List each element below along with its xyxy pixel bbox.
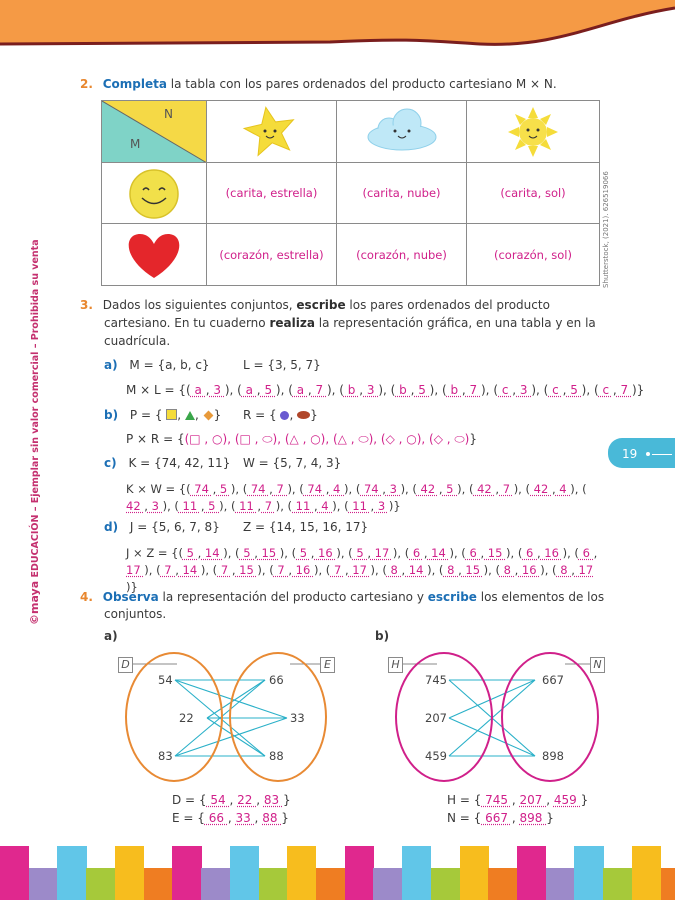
pair-first: 8 bbox=[386, 563, 402, 577]
section4-line2: conjuntos. bbox=[104, 607, 167, 621]
item-d-sets bbox=[104, 520, 220, 534]
ordered-pair: ( 11 , 4 ), bbox=[287, 499, 345, 513]
ordered-pair: ( b , 5 ), bbox=[390, 383, 442, 397]
pair-second: 4 bbox=[329, 482, 344, 496]
ordered-pair: ( 42 , 5 ), bbox=[412, 482, 469, 496]
pair-text: (carita, estrella) bbox=[225, 186, 318, 200]
item-b-set2: R = { , } bbox=[243, 408, 318, 422]
answer-d: D = { 54 , 22 , 83 } bbox=[172, 793, 291, 807]
section3-text-c: los pares ordenados del producto bbox=[345, 298, 550, 312]
pair-first: c bbox=[598, 383, 613, 397]
pair-first: b bbox=[343, 383, 360, 397]
set-d-ellipse bbox=[125, 652, 223, 782]
ordered-pair: ( 74 , 4 ), bbox=[299, 482, 356, 496]
pair-second: 7 bbox=[261, 499, 276, 513]
color-stripe bbox=[402, 846, 431, 900]
ordered-pair: ( 5 , 16 ), bbox=[291, 546, 349, 560]
section4-line1 bbox=[80, 590, 604, 604]
item-d-pairs bbox=[126, 546, 597, 594]
pair-first: 6 bbox=[522, 546, 537, 560]
orange-diamond-icon bbox=[203, 411, 213, 421]
pair-second: 7 bbox=[311, 383, 327, 397]
element: 22 bbox=[179, 711, 194, 725]
header-sun-cell bbox=[467, 101, 599, 163]
item-b-set1-prefix: P = { bbox=[129, 408, 163, 422]
pair-first: 42 bbox=[530, 482, 552, 496]
pair-first: 5 bbox=[296, 546, 311, 560]
header-m: M bbox=[130, 137, 141, 151]
section2-header bbox=[80, 77, 557, 91]
page-tab-line bbox=[652, 454, 672, 455]
section3-number: 3. bbox=[80, 298, 93, 312]
yellow-square-icon bbox=[166, 409, 177, 420]
pair-second: 7 bbox=[272, 482, 288, 496]
ordered-pair: ( a , 3 ), bbox=[186, 383, 238, 397]
color-stripe bbox=[287, 846, 316, 900]
section2-instruction-bold: Completa bbox=[102, 77, 167, 91]
answer-h-prefix: H = { bbox=[447, 793, 482, 807]
heart-icon bbox=[102, 224, 207, 285]
pair-first: 42 bbox=[416, 482, 439, 496]
cloud-icon bbox=[337, 101, 467, 163]
pair-second: 3 bbox=[209, 383, 225, 397]
row-smiley-cell bbox=[102, 163, 207, 224]
pair-first: 5 bbox=[182, 546, 198, 560]
star-icon bbox=[207, 101, 337, 163]
item-a-set2: L = {3, 5, 7} bbox=[243, 358, 321, 372]
arrow-diagram-a bbox=[115, 652, 345, 787]
pair-first: a bbox=[241, 383, 257, 397]
item-a-set1: M = {a, b, c} bbox=[129, 358, 210, 372]
pair-second: 5 bbox=[260, 383, 276, 397]
brand-logo-text: ©maya bbox=[28, 580, 41, 625]
item-d-product bbox=[126, 545, 604, 596]
item-c-product bbox=[126, 481, 596, 515]
item-b-label: b) bbox=[104, 408, 119, 422]
color-stripe bbox=[230, 846, 259, 900]
pair-first: a bbox=[190, 383, 206, 397]
ordered-pair: ( 5 , 15 ), bbox=[235, 546, 292, 560]
table-corner-cell bbox=[102, 101, 207, 163]
answer-h-list: 745 , 207 , 459 bbox=[481, 793, 581, 807]
page-number-tab bbox=[608, 438, 675, 468]
pair-first: b bbox=[446, 383, 462, 397]
pair-second: 17 bbox=[348, 563, 371, 577]
ordered-pair: ( c , 7 )} bbox=[593, 383, 645, 397]
item-c-set1: K = {74, 42, 11} bbox=[128, 456, 231, 470]
pair-first: 5 bbox=[352, 546, 368, 560]
pair-first: 6 bbox=[465, 546, 481, 560]
answer-h: H = { 745 , 207 , 459 } bbox=[447, 793, 589, 807]
item-a-label: a) bbox=[104, 358, 118, 372]
item-c-pairs bbox=[126, 482, 587, 513]
pair-second: 3 bbox=[516, 383, 532, 397]
answer-d-prefix: D = { bbox=[172, 793, 207, 807]
cell-carita-nube bbox=[337, 163, 467, 224]
section4-number: 4. bbox=[80, 590, 93, 604]
section2-instruction: la tabla con los pares ordenados del producto cartesiano M × N. bbox=[166, 77, 557, 91]
pair-second: 14 bbox=[178, 563, 201, 577]
pair-first: 7 bbox=[330, 563, 345, 577]
purple-circle-icon bbox=[280, 411, 289, 420]
ordered-pair: ( 8 , 17 )} bbox=[126, 563, 594, 594]
pair-first: 7 bbox=[160, 563, 176, 577]
pair-second: 17 bbox=[126, 563, 145, 577]
ordered-pair: ( 8 , 14 ), bbox=[382, 563, 439, 577]
set-element-answer: 459 bbox=[553, 793, 581, 807]
pair-first: 8 bbox=[499, 563, 515, 577]
color-stripe bbox=[373, 868, 402, 900]
color-stripe bbox=[574, 846, 603, 900]
section4-text-a: Observa bbox=[102, 590, 159, 604]
pair-first: 6 bbox=[409, 546, 424, 560]
pair-first: 8 bbox=[556, 563, 572, 577]
pair-first: c bbox=[498, 383, 513, 397]
pair-first: a bbox=[292, 383, 308, 397]
pair-first: 6 bbox=[578, 546, 594, 560]
set-element-answer: 33 bbox=[235, 811, 255, 825]
color-stripe bbox=[661, 868, 675, 900]
pair-second: 15 bbox=[484, 546, 507, 560]
diagram-b-label: b) bbox=[375, 629, 390, 643]
pair-second: 14 bbox=[405, 563, 428, 577]
pair-text: (corazón, nube) bbox=[356, 247, 447, 262]
pair-second: 14 bbox=[427, 546, 450, 560]
item-d-label: d) bbox=[104, 520, 119, 534]
ordered-pair: ( 8 , 16 ), bbox=[495, 563, 553, 577]
color-stripe bbox=[115, 846, 144, 900]
pair-second: 5 bbox=[566, 383, 582, 397]
header-n: N bbox=[164, 107, 173, 121]
element: 54 bbox=[158, 673, 173, 687]
item-b-product-prefix: P × R = { bbox=[126, 432, 185, 446]
color-stripe bbox=[632, 846, 661, 900]
section3-line2-c: la representación gráfica, en una tabla y en la bbox=[314, 316, 596, 330]
pair-text: (corazón, estrella) bbox=[219, 247, 324, 262]
smiley-face-icon bbox=[102, 163, 207, 224]
set-element-answer: 667 bbox=[481, 811, 512, 825]
section4-text-c: escribe bbox=[427, 590, 477, 604]
set-element-answer: 83 bbox=[263, 793, 283, 807]
answer-d-list: 54 , 22 , 83 bbox=[206, 793, 283, 807]
item-b-set2-prefix: R = { bbox=[243, 408, 277, 422]
color-stripe bbox=[57, 846, 86, 900]
pair-text: (corazón, sol) bbox=[493, 247, 572, 262]
pair-second: 5 bbox=[414, 383, 430, 397]
item-c-label: c) bbox=[104, 456, 117, 470]
page-tab-dot bbox=[646, 452, 650, 456]
pair-second: 7 bbox=[465, 383, 481, 397]
color-stripe bbox=[345, 846, 374, 900]
item-c-set2: W = {5, 7, 4, 3} bbox=[243, 456, 342, 470]
pair-second: 16 bbox=[518, 563, 541, 577]
ordered-pair: ( 6 , 14 ), bbox=[404, 546, 462, 560]
pair-first: 11 bbox=[235, 499, 258, 513]
set-element-answer: 66 bbox=[204, 811, 228, 825]
ordered-pair: ( 42 , 3 ), bbox=[126, 482, 587, 513]
color-stripe bbox=[488, 868, 517, 900]
ordered-pair: ( 7 , 15 ), bbox=[212, 563, 270, 577]
ordered-pair: ( 74 , 7 ), bbox=[242, 482, 300, 496]
section4-text-b: la representación del producto cartesiano y bbox=[158, 590, 428, 604]
color-stripe bbox=[603, 868, 632, 900]
element: 898 bbox=[542, 749, 564, 763]
answer-e: E = { 66 , 33 , 88 } bbox=[172, 811, 289, 825]
image-credit: Shutterstock, (2021). 626519066 bbox=[602, 171, 610, 288]
section3-text-a: Dados los siguientes conjuntos, bbox=[102, 298, 297, 312]
color-stripe bbox=[517, 846, 546, 900]
section3-line2-a: cartesiano. En tu cuaderno bbox=[104, 316, 270, 330]
pair-first: 11 bbox=[178, 499, 201, 513]
pair-text: (carita, nube) bbox=[362, 186, 441, 200]
element: 667 bbox=[542, 673, 564, 687]
pair-second: 15 bbox=[461, 563, 484, 577]
element: 83 bbox=[158, 749, 173, 763]
cell-carita-estrella bbox=[207, 163, 337, 224]
corner-diagonal bbox=[102, 101, 207, 163]
set-element-answer: 898 bbox=[519, 811, 547, 825]
element: 459 bbox=[425, 749, 447, 763]
item-a-sets bbox=[104, 358, 210, 372]
cell-corazon-sol bbox=[467, 224, 599, 285]
pair-first: 5 bbox=[239, 546, 255, 560]
set-h-label: H bbox=[388, 657, 403, 673]
pair-second: 16 bbox=[540, 546, 563, 560]
pair-first: c bbox=[548, 383, 563, 397]
item-b-product: P × R = {(□ , ○), (□ , ⬭), (△ , ○), (△ , ⬭), (◇ , ○), (◇ , ⬭)} bbox=[126, 432, 477, 446]
element: 88 bbox=[269, 749, 284, 763]
element: 207 bbox=[425, 711, 447, 725]
item-d-product-prefix: J × Z = { bbox=[126, 546, 179, 560]
item-a-pairs bbox=[186, 383, 644, 397]
pair-second: 17 bbox=[574, 563, 594, 577]
ordered-pair: ( 7 , 17 ), bbox=[325, 563, 383, 577]
ordered-pair: ( 42 , 7 ), bbox=[468, 482, 526, 496]
arrow-diagram-b bbox=[385, 652, 615, 787]
answer-n: N = { 667 , 898 } bbox=[447, 811, 554, 825]
ordered-pair: ( 74 , 3 ), bbox=[355, 482, 413, 496]
side-label-text: EDUCACIÓN – Ejemplar sin valor comercial – Prohibida su venta bbox=[30, 239, 41, 578]
pair-first: 74 bbox=[247, 482, 270, 496]
answer-e-list: 66 , 33 , 88 bbox=[204, 811, 282, 825]
set-element-answer: 88 bbox=[262, 811, 282, 825]
section3-text-b: escribe bbox=[296, 298, 346, 312]
pair-second: 4 bbox=[317, 499, 333, 513]
section3-line2 bbox=[104, 316, 596, 330]
color-stripe bbox=[144, 868, 173, 900]
header-star-cell bbox=[207, 101, 337, 163]
color-stripe bbox=[259, 868, 288, 900]
pair-second: 17 bbox=[370, 546, 393, 560]
ordered-pair: ( a , 5 ), bbox=[237, 383, 289, 397]
item-d-set1: J = {5, 6, 7, 8} bbox=[129, 520, 220, 534]
set-element-answer: 745 bbox=[481, 793, 512, 807]
set-element-answer: 22 bbox=[237, 793, 257, 807]
pair-first: 74 bbox=[303, 482, 326, 496]
item-a-product-prefix: M × L = { bbox=[126, 383, 187, 397]
ordered-pair: ( 42 , 4 ), bbox=[525, 482, 583, 496]
color-stripe bbox=[172, 846, 201, 900]
section2-number: 2. bbox=[80, 77, 93, 91]
element: 66 bbox=[269, 673, 284, 687]
color-stripe bbox=[546, 868, 575, 900]
ordered-pair: ( 7 , 14 ), bbox=[156, 563, 213, 577]
ordered-pair: ( 11 , 5 ), bbox=[174, 499, 231, 513]
item-d-set2: Z = {14, 15, 16, 17} bbox=[243, 520, 369, 534]
pair-first: 74 bbox=[190, 482, 213, 496]
diagram-a-label: a) bbox=[104, 629, 118, 643]
pair-second: 3 bbox=[374, 499, 389, 513]
ordered-pair: ( 5 , 14 ), bbox=[178, 546, 236, 560]
pair-second: 5 bbox=[442, 482, 458, 496]
green-triangle-icon bbox=[185, 411, 195, 420]
color-stripe bbox=[201, 868, 230, 900]
answer-e-prefix: E = { bbox=[172, 811, 205, 825]
color-stripe bbox=[0, 846, 29, 900]
pair-second: 15 bbox=[235, 563, 258, 577]
element: 745 bbox=[425, 673, 447, 687]
ordered-pair: ( c , 3 ), bbox=[493, 383, 544, 397]
pair-first: b bbox=[395, 383, 411, 397]
pair-first: 7 bbox=[217, 563, 232, 577]
cell-corazon-nube bbox=[337, 224, 467, 285]
set-e-label: E bbox=[320, 657, 335, 673]
brown-oval-icon bbox=[297, 411, 310, 419]
answer-n-prefix: N = { bbox=[447, 811, 482, 825]
pair-second: 7 bbox=[616, 383, 632, 397]
pair-second: 15 bbox=[257, 546, 280, 560]
top-decorative-band bbox=[0, 0, 675, 52]
ordered-pair: ( b , 7 ), bbox=[441, 383, 494, 397]
side-publisher-label bbox=[28, 239, 41, 625]
pair-second: 3 bbox=[363, 383, 379, 397]
cell-corazon-estrella bbox=[207, 224, 337, 285]
item-a-product bbox=[126, 383, 644, 397]
section3-line3: cuadrícula. bbox=[104, 334, 171, 348]
ordered-pair: ( 8 , 15 ), bbox=[438, 563, 496, 577]
bottom-color-strip bbox=[0, 846, 675, 900]
item-b-pairs-drawn: (□ , ○), (□ , ⬭), (△ , ○), (△ , ⬭), (◇ , ○), (◇ , ⬭) bbox=[184, 432, 470, 446]
item-b-sets: b) P = { , , } bbox=[104, 408, 222, 422]
pair-first: 42 bbox=[126, 499, 145, 513]
color-stripe bbox=[86, 868, 115, 900]
set-d-label: D bbox=[118, 657, 133, 673]
row-heart-cell bbox=[102, 224, 207, 285]
pair-first: 74 bbox=[360, 482, 383, 496]
pair-second: 4 bbox=[555, 482, 571, 496]
ordered-pair: ( 6 , 16 ), bbox=[517, 546, 575, 560]
pair-first: 7 bbox=[273, 563, 289, 577]
set-n-label: N bbox=[590, 657, 605, 673]
ordered-pair: ( c , 5 ), bbox=[543, 383, 594, 397]
sun-icon bbox=[467, 101, 599, 163]
pair-first: 11 bbox=[292, 499, 314, 513]
pair-first: 11 bbox=[348, 499, 371, 513]
pair-second: 5 bbox=[216, 482, 231, 496]
cartesian-table bbox=[101, 100, 600, 286]
set-element-answer: 207 bbox=[519, 793, 547, 807]
section4-text-d: los elementos de los bbox=[476, 590, 605, 604]
pair-second: 7 bbox=[499, 482, 514, 496]
pair-text: (carita, sol) bbox=[500, 186, 566, 200]
header-cloud-cell bbox=[337, 101, 467, 163]
ordered-pair: ( 11 , 7 ), bbox=[230, 499, 288, 513]
color-stripe bbox=[29, 868, 58, 900]
cell-carita-sol bbox=[467, 163, 599, 224]
pair-second: 3 bbox=[147, 499, 163, 513]
ordered-pair: ( b , 3 ), bbox=[339, 383, 391, 397]
color-stripe bbox=[316, 868, 345, 900]
element: 33 bbox=[290, 711, 305, 725]
pair-second: 16 bbox=[292, 563, 314, 577]
color-stripe bbox=[431, 868, 460, 900]
ordered-pair: ( 11 , 3 )} bbox=[344, 499, 401, 513]
item-c-product-prefix: K × W = { bbox=[126, 482, 187, 496]
page-number: 19 bbox=[622, 447, 638, 461]
pair-second: 16 bbox=[314, 546, 337, 560]
section3-line1 bbox=[80, 298, 550, 312]
ordered-pair: ( a , 7 ), bbox=[288, 383, 340, 397]
ordered-pair: ( 74 , 5 ), bbox=[186, 482, 243, 496]
section3-line2-b: realiza bbox=[269, 316, 315, 330]
pair-first: 42 bbox=[473, 482, 496, 496]
ordered-pair: ( 6 , 15 ), bbox=[461, 546, 518, 560]
color-stripe bbox=[460, 846, 489, 900]
pair-second: 5 bbox=[204, 499, 220, 513]
ordered-pair: ( 6 , 17 ), bbox=[126, 546, 598, 577]
pair-second: 14 bbox=[201, 546, 224, 560]
pair-second: 3 bbox=[385, 482, 401, 496]
item-c-sets bbox=[104, 456, 230, 470]
ordered-pair: ( 7 , 16 ), bbox=[269, 563, 326, 577]
answer-n-list: 667 , 898 bbox=[481, 811, 547, 825]
pair-first: 8 bbox=[443, 563, 459, 577]
set-element-answer: 54 bbox=[206, 793, 230, 807]
ordered-pair: ( 5 , 17 ), bbox=[348, 546, 405, 560]
